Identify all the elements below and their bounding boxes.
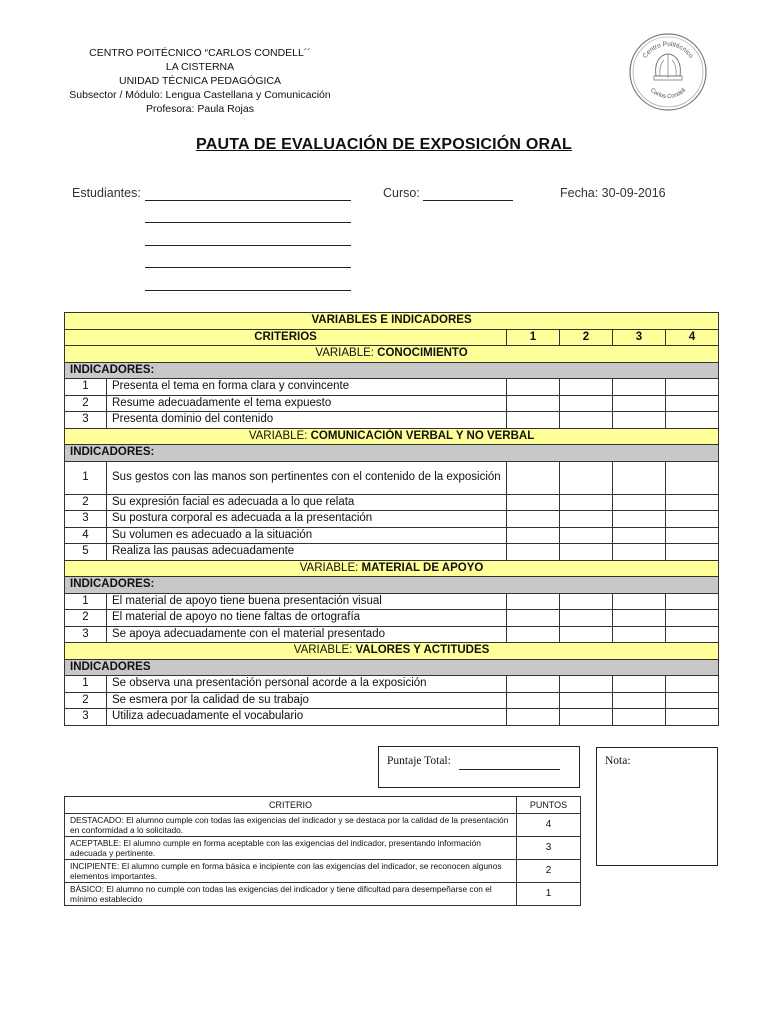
- score-cell[interactable]: [613, 527, 666, 544]
- score-cell[interactable]: [560, 395, 613, 412]
- score-cell[interactable]: [613, 395, 666, 412]
- score-cell[interactable]: [613, 461, 666, 494]
- score-cell[interactable]: [507, 626, 560, 643]
- students-line-2[interactable]: [145, 222, 351, 223]
- table-row: 4 Su volumen es adecuado a la situación: [65, 527, 719, 544]
- school-city: LA CISTERNA: [165, 61, 235, 73]
- students-line-1[interactable]: [145, 200, 351, 201]
- students-line-3[interactable]: [145, 245, 351, 246]
- teacher-line: Profesora: Paula Rojas: [146, 103, 254, 115]
- score-cell[interactable]: [666, 544, 719, 561]
- variable-row: [65, 643, 719, 660]
- table-row: 1 Se observa una presentación personal acorde a la exposición: [65, 676, 719, 693]
- variable-heading: VARIABLE: VALORES Y ACTITUDES: [65, 643, 719, 660]
- course-label: Curso:: [383, 186, 420, 200]
- table-row: 1 El material de apoyo tiene buena presentación visual: [65, 593, 719, 610]
- variable-row: [65, 346, 719, 363]
- score-cell[interactable]: [666, 626, 719, 643]
- students-label: Estudiantes:: [72, 186, 141, 200]
- table-row: 3 Se apoya adecuadamente con el material presentado: [65, 626, 719, 643]
- score-cell[interactable]: [507, 461, 560, 494]
- score-cell[interactable]: [666, 610, 719, 627]
- score-cell[interactable]: [507, 610, 560, 627]
- score-cell[interactable]: [560, 676, 613, 693]
- students-line-4[interactable]: [145, 267, 351, 268]
- school-unit: UNIDAD TÉCNICA PEDAGÓGICA: [118, 75, 281, 87]
- total-score-box: [378, 746, 580, 788]
- indicators-label: INDICADORES:: [65, 577, 719, 594]
- score-cell[interactable]: [560, 527, 613, 544]
- score-header-2: 2: [560, 329, 613, 346]
- course-line[interactable]: [423, 200, 513, 201]
- table-row: 1 Presenta el tema en forma clara y convincente: [65, 379, 719, 396]
- score-cell[interactable]: [507, 527, 560, 544]
- table-row: 2 Resume adecuadamente el tema expuesto: [65, 395, 719, 412]
- score-cell[interactable]: [560, 412, 613, 429]
- subject-line: Subsector / Módulo: Lengua Castellana y Comunicación: [69, 89, 331, 101]
- score-header-3: 3: [613, 329, 666, 346]
- grade-label: Nota:: [605, 755, 631, 767]
- score-cell[interactable]: [666, 527, 719, 544]
- score-cell[interactable]: [613, 511, 666, 528]
- variable-row: [65, 428, 719, 445]
- score-cell[interactable]: [613, 709, 666, 726]
- score-cell[interactable]: [613, 593, 666, 610]
- score-cell[interactable]: [507, 395, 560, 412]
- score-cell[interactable]: [507, 494, 560, 511]
- variable-heading: VARIABLE: COMUNICACIÓN VERBAL Y NO VERBAL: [65, 428, 719, 445]
- table-row: ACEPTABLE: El alumno cumple en forma aceptable con las exigencias del indicador, presentando información adecuada y pertinente. 3: [65, 837, 581, 860]
- score-header-4: 4: [666, 329, 719, 346]
- score-cell[interactable]: [613, 676, 666, 693]
- score-cell[interactable]: [613, 412, 666, 429]
- rubric-table: [64, 796, 581, 906]
- svg-text:Centro Politécnico: Centro Politécnico: [641, 40, 695, 60]
- score-cell[interactable]: [613, 544, 666, 561]
- score-cell[interactable]: [666, 676, 719, 693]
- variable-heading: VARIABLE: MATERIAL DE APOYO: [65, 560, 719, 577]
- score-cell[interactable]: [560, 461, 613, 494]
- score-cell[interactable]: [507, 676, 560, 693]
- score-cell[interactable]: [666, 412, 719, 429]
- school-header: [40, 46, 360, 116]
- date-label: Fecha: 30-09-2016: [560, 186, 666, 200]
- variable-row: [65, 560, 719, 577]
- score-cell[interactable]: [560, 626, 613, 643]
- table-row: 5 Realiza las pausas adecuadamente: [65, 544, 719, 561]
- total-score-line[interactable]: [459, 769, 560, 770]
- score-cell[interactable]: [666, 379, 719, 396]
- score-header-1: 1: [507, 329, 560, 346]
- score-cell[interactable]: [560, 511, 613, 528]
- table-row: 2 El material de apoyo no tiene faltas de ortografía: [65, 610, 719, 627]
- criteria-header-row: [65, 329, 719, 346]
- page-title: PAUTA DE EVALUACIÓN DE EXPOSICIÓN ORAL: [196, 136, 572, 153]
- score-cell[interactable]: [560, 610, 613, 627]
- score-cell[interactable]: [613, 379, 666, 396]
- score-cell[interactable]: [613, 692, 666, 709]
- score-cell[interactable]: [507, 593, 560, 610]
- criteria-header: CRITERIOS: [65, 329, 507, 346]
- table-row: INCIPIENTE: El alumno cumple en forma básica e incipiente con las exigencias del indicador, se reconocen algunos elementos importantes. 2: [65, 860, 581, 883]
- table-row: 1 Sus gestos con las manos son pertinentes con el contenido de la exposición: [65, 461, 719, 494]
- students-line-5[interactable]: [145, 290, 351, 291]
- school-seal-logo: [628, 32, 708, 112]
- score-cell[interactable]: [666, 692, 719, 709]
- score-cell[interactable]: [560, 494, 613, 511]
- score-cell[interactable]: [507, 544, 560, 561]
- variable-heading: VARIABLE: CONOCIMIENTO: [65, 346, 719, 363]
- total-score-label: Puntaje Total:: [387, 755, 451, 767]
- table-row: DESTACADO: El alumno cumple con todas las exigencias del indicador y se destaca por la calidad de la presentación en conformidad a lo solicitado. 4: [65, 814, 581, 837]
- score-cell[interactable]: [507, 709, 560, 726]
- score-cell[interactable]: [666, 461, 719, 494]
- table-row: 2 Su expresión facial es adecuada a lo que relata: [65, 494, 719, 511]
- score-cell[interactable]: [560, 544, 613, 561]
- rubric-criterion-header: CRITERIO: [65, 797, 517, 814]
- score-cell[interactable]: [560, 379, 613, 396]
- score-cell[interactable]: [666, 395, 719, 412]
- score-cell[interactable]: [507, 511, 560, 528]
- table-row: 3 Utiliza adecuadamente el vocabulario: [65, 709, 719, 726]
- score-cell[interactable]: [666, 709, 719, 726]
- score-cell[interactable]: [560, 692, 613, 709]
- indicators-label: INDICADORES:: [65, 445, 719, 462]
- table-row: BÁSICO: El alumno no cumple con todas las exigencias del indicador y tiene dificultad para desempeñarse con el mínimo establecido 1: [65, 883, 581, 906]
- score-cell[interactable]: [666, 494, 719, 511]
- score-cell[interactable]: [666, 511, 719, 528]
- evaluation-table: [64, 312, 719, 726]
- grade-box[interactable]: [596, 747, 718, 866]
- school-name: CENTRO POITÉCNICO “CARLOS CONDELL´´: [89, 47, 311, 59]
- table-row: 2 Se esmera por la calidad de su trabajo: [65, 692, 719, 709]
- table-row: 3 Su postura corporal es adecuada a la presentación: [65, 511, 719, 528]
- score-cell[interactable]: [507, 379, 560, 396]
- score-cell[interactable]: [560, 709, 613, 726]
- score-cell[interactable]: [560, 593, 613, 610]
- indicators-label: INDICADORES:: [65, 362, 719, 379]
- score-cell[interactable]: [507, 692, 560, 709]
- table-title: VARIABLES E INDICADORES: [65, 313, 719, 330]
- indicators-label: INDICADORES: [65, 659, 719, 676]
- svg-text:Carlos Condell: Carlos Condell: [648, 87, 688, 101]
- table-row: 3 Presenta dominio del contenido: [65, 412, 719, 429]
- score-cell[interactable]: [613, 626, 666, 643]
- score-cell[interactable]: [613, 494, 666, 511]
- score-cell[interactable]: [507, 412, 560, 429]
- score-cell[interactable]: [666, 593, 719, 610]
- rubric-points-header: PUNTOS: [517, 797, 581, 814]
- table-title-row: [65, 313, 719, 330]
- score-cell[interactable]: [613, 610, 666, 627]
